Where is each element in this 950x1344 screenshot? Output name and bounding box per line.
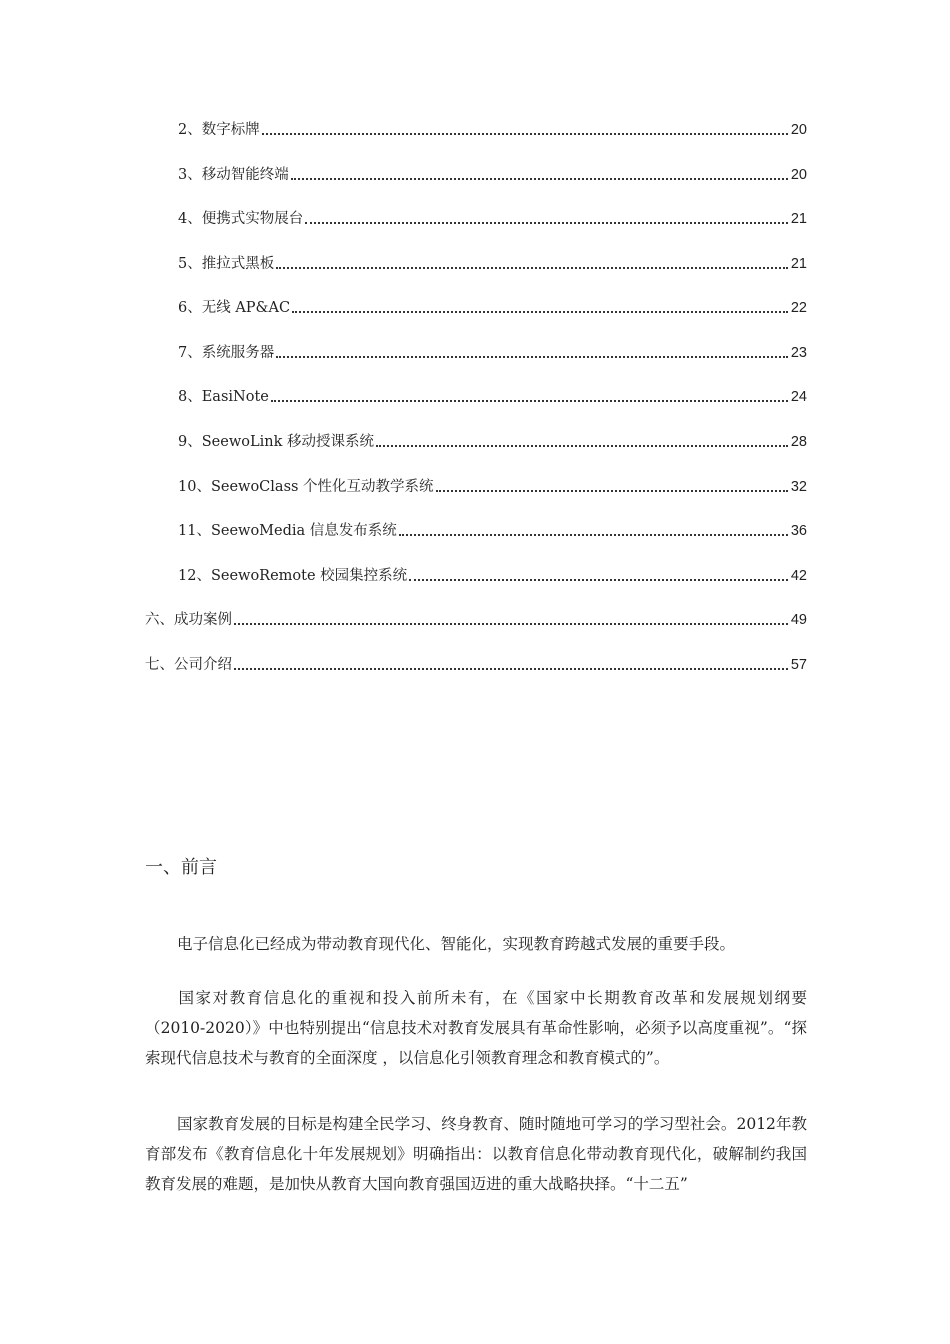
toc-leader-dots xyxy=(292,311,788,313)
toc-leader-dots xyxy=(276,356,788,358)
toc-entry-page: 21 xyxy=(790,211,807,227)
toc-entry[interactable] xyxy=(178,208,807,230)
toc-entry-label: 5、推拉式黑板 xyxy=(178,256,275,272)
toc-leader-dots xyxy=(276,267,788,269)
toc-leader-dots xyxy=(436,490,788,492)
section-heading: 一、前言 xyxy=(145,857,217,878)
toc-entry-page: 42 xyxy=(790,568,807,584)
paragraph-text: 电子信息化已经成为带动教育现代化、智能化，实现教育跨越式发展的重要手段。 xyxy=(177,935,736,953)
toc-entry-page: 20 xyxy=(790,122,807,138)
paragraph xyxy=(145,929,807,959)
toc-entry[interactable] xyxy=(178,253,807,275)
toc-leader-dots xyxy=(399,534,788,536)
toc-entry-label: 3、移动智能终端 xyxy=(178,167,289,183)
toc-entry-page: 36 xyxy=(790,523,807,539)
toc-entry-label: 2、数字标牌 xyxy=(178,122,260,138)
toc-leader-dots xyxy=(234,668,788,670)
toc-entry[interactable] xyxy=(178,476,807,498)
toc-entry-page: 49 xyxy=(790,612,807,628)
toc-entry[interactable] xyxy=(178,431,807,453)
toc-entry[interactable] xyxy=(178,342,807,364)
toc-entry-page: 28 xyxy=(790,434,807,450)
toc-entry-page: 20 xyxy=(790,167,807,183)
toc-entry[interactable] xyxy=(145,609,807,631)
toc-entry-page: 24 xyxy=(790,389,807,405)
toc-entry-page: 22 xyxy=(790,300,807,316)
toc-entry-label: 4、便携式实物展台 xyxy=(178,211,304,227)
toc-entry-page: 57 xyxy=(790,657,807,673)
toc-leader-dots xyxy=(234,623,788,625)
toc-entry-label: 七、公司介绍 xyxy=(145,657,232,673)
toc-entry-label: 6、无线 AP&AC xyxy=(178,300,291,316)
toc-entry[interactable] xyxy=(178,386,807,408)
toc-entry-page: 23 xyxy=(790,345,807,361)
toc-entry[interactable] xyxy=(178,119,807,141)
toc-leader-dots xyxy=(291,178,788,180)
toc-entry[interactable] xyxy=(178,520,807,542)
toc-entry-label: 10、SeewoClass 个性化互动教学系统 xyxy=(178,479,434,495)
toc-entry-label: 7、系统服务器 xyxy=(178,345,275,361)
toc-entry[interactable] xyxy=(178,164,807,186)
toc-entry-label: 9、SeewoLink 移动授课系统 xyxy=(178,434,374,450)
paragraph-text: 国家对教育信息化的重视和投入前所未有，在《国家中长期教育改革和发展规划纲要（2010-2020）》中也特别提出“信息技术对教育发展具有革命性影响，必须予以高度重视”。“探索现代信息技术与教育的全面深度 ，以信息化引领教育理念和教育模式的”。 xyxy=(145,989,807,1067)
paragraph xyxy=(145,1109,807,1199)
toc-leader-dots xyxy=(271,400,788,402)
toc-leader-dots xyxy=(409,579,788,581)
toc-entry-page: 21 xyxy=(790,256,807,272)
toc-leader-dots xyxy=(305,222,788,224)
toc-entry[interactable] xyxy=(178,565,807,587)
toc-entry[interactable] xyxy=(178,297,807,319)
toc-entry-label: 8、EasiNote xyxy=(178,389,269,405)
toc-entry[interactable] xyxy=(145,654,807,676)
toc-entry-label: 六、成功案例 xyxy=(145,612,232,628)
paragraph-text: 国家教育发展的目标是构建全民学习、终身教育、随时随地可学习的学习型社会。2012年教育部发布《教育信息化十年发展规划》明确指出：以教育信息化带动教育现代化，破解制约我国教育发展的难题，是加快从教育大国向教育强国迈进的重大战略抉择。“十二五” xyxy=(145,1115,807,1193)
toc-leader-dots xyxy=(262,133,788,135)
toc-entry-label: 12、SeewoRemote 校园集控系统 xyxy=(178,568,408,584)
paragraph xyxy=(145,983,807,1073)
toc-leader-dots xyxy=(376,445,788,447)
toc-entry-label: 11、SeewoMedia 信息发布系统 xyxy=(178,523,397,539)
toc-entry-page: 32 xyxy=(790,479,807,495)
